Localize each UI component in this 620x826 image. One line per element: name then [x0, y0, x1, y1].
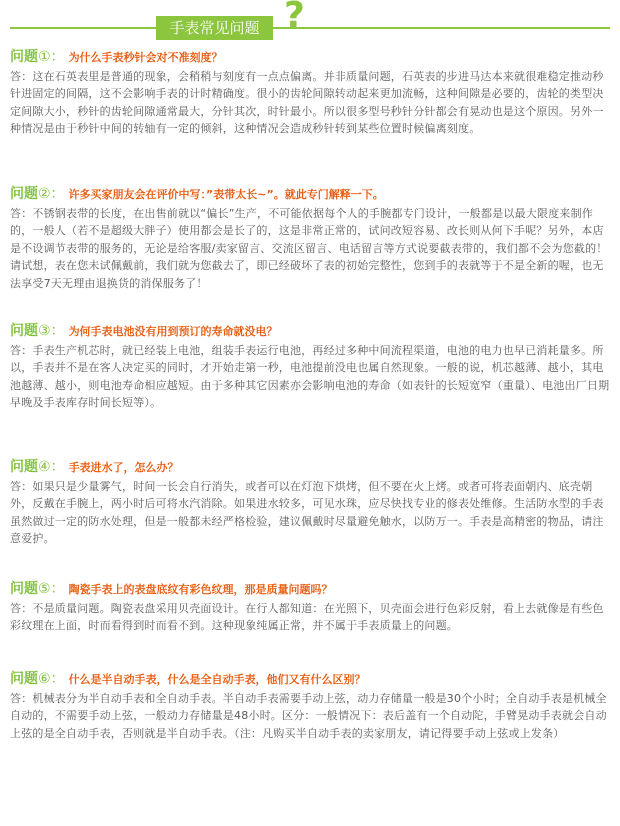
answer-text: 答：如果只是少量雾气，时间一长会自行消失，或者可以在灯泡下烘烤，但不要在火上烤。或者可将表面朝内、底壳朝外，反戴在手腕上，两小时后可将水汽消除。如果进水较多，可见水珠，应尽快找专业的修表处维修。生活防水型的手表虽然做过一定的防水处理，但是一般都未经严格检验，建议佩戴时尽量避免触水，以防万一。手表是高精密的物品，请注意爱护。 — [10, 480, 604, 546]
question-text: 手表进水了，怎么办？ — [68, 461, 179, 474]
answer-text: 答：手表生产机芯时，就已经装上电池，组装手表运行电池，再经过多种中间流程渠道，电池的电力也早已消耗量多。所以，手表并不是在客人决定买的同时，才开始走第一秒，电池提前没电也属自然现象。一般的说，机芯越薄、越小，其电池越薄、越小，则电池寿命相应越短。由于多种其它因素亦会影响电池的寿命（如表针的长短宽窄（重量）、电池出厂日期早晚及手表库存时间长短等）。 — [10, 344, 610, 410]
faq-item-4 — [10, 458, 610, 548]
faq-item-5 — [10, 580, 610, 635]
question-line — [10, 185, 610, 204]
question-text: 陶瓷手表上的表盘底纹有彩色纹理，那是质量问题吗？ — [68, 583, 333, 596]
header-rule — [10, 27, 610, 29]
question-badge: 问题 — [10, 49, 38, 65]
answer-text: 答：不锈钢表带的长度，在出售前就以“偏长”生产，不可能依据每个人的手腕都专门设计，一般都是以最大限度来制作的，一般人（若不是超级大胖子）使用都会是长了的，这是非常正常的，试问改短容易、改长则从何下手呢？另外，本店是不设调节表带的服务的，无论是给客服/卖家留言、交流区留言、电话留言等方式说要截表带的，我们都不会为您截的！请试想，表在您未试佩戴前，我们就为您截去了，即已经破坏了表的初始完整性，您到手的表就等于不是全新的喔，也无法享受7天无理由退换货的消保服务了！ — [10, 207, 608, 290]
answer-text: 答：这在石英表里是普通的现象，会稍稍与刻度有一点点偏离。并非质量问题，石英表的步进马达本来就很难稳定推动秒针进固定的间隔，这不会影响手表的计时精确度。很小的齿轮间隙转动起来更加流畅，这种间隙是必要的，齿轮的类型决定间隙大小，秒针的齿轮间隙通常最大，分针其次，时针最小。所以很多型号秒针分针都会有晃动也是这个原因。另外一种情况是由于秒针中间的转轴有一定的倾斜，这种情况会造成秒针转到某些位置时候偏离刻度。 — [10, 70, 604, 136]
page-title: 手表常见问题 — [156, 16, 273, 40]
question-badge: 问题 — [10, 323, 38, 339]
question-text: 许多买家朋友会在评价中写：”表带太长~”。就此专门解释一下。 — [68, 188, 384, 201]
question-line — [10, 322, 610, 341]
answer-text: 答：机械表分为半自动手表和全自动手表。半自动手表需要手动上弦，动力存储量一般是30个小时；全自动手表是机械全自动的，不需要手动上弦，一般动力存储量是48小时。区分：一般情况下：表后盖有一个自动陀，手臂晃动手表就会自动上弦的是全自动手表，否则就是半自动手表。（注：凡购买半自动手表的卖家朋友，请记得要手动上弦或上发条） — [10, 692, 607, 740]
question-text: 为何手表电池没有用到预订的寿命就没电？ — [68, 325, 278, 338]
question-badge: 问题 — [10, 459, 38, 475]
question-line — [10, 580, 610, 599]
question-mark-icon: ? — [284, 0, 305, 36]
question-line — [10, 48, 610, 67]
question-badge: 问题 — [10, 671, 38, 687]
question-number: ③： — [38, 323, 65, 339]
question-line — [10, 458, 610, 477]
question-number: ④： — [38, 459, 65, 475]
question-badge: 问题 — [10, 186, 38, 202]
question-number: ⑤： — [38, 581, 65, 597]
question-number: ⑥： — [38, 671, 65, 687]
faq-item-2 — [10, 185, 610, 292]
faq-item-6 — [10, 670, 610, 742]
faq-item-3 — [10, 322, 610, 412]
question-badge: 问题 — [10, 581, 38, 597]
question-number: ①： — [38, 49, 65, 65]
question-line — [10, 670, 610, 689]
faq-item-1 — [10, 48, 610, 138]
question-text: 什么是半自动手表，什么是全自动手表，他们又有什么区别？ — [68, 673, 366, 686]
question-text: 为什么手表秒针会对不准刻度？ — [68, 51, 223, 64]
answer-text: 答：不是质量问题。陶瓷表盘采用贝壳面设计。在行人都知道：在光照下，贝壳面会进行色彩反射，看上去就像是有些色彩纹理在上面，时而看得到时而看不到。这种现象纯属正常，并不属于手表质量上的问题。 — [10, 602, 604, 633]
question-number: ②： — [38, 186, 65, 202]
header — [0, 0, 620, 40]
